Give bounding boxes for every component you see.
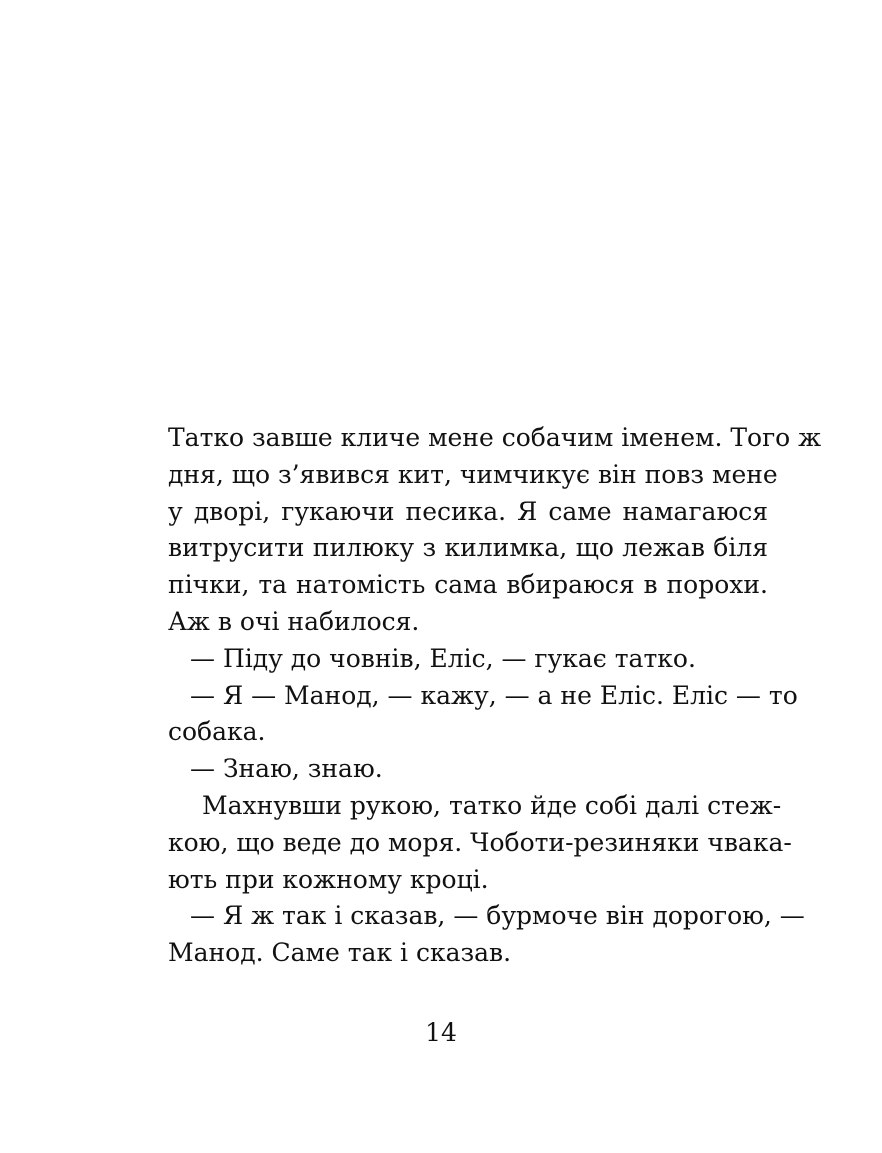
text-line: — Я ж так і сказав, — бурмоче він дорогою, —	[190, 901, 805, 931]
text-line: Аж в очі набилося.	[168, 606, 420, 636]
text-line: кою, що веде до моря. Чоботи-резиняки чвака-	[168, 827, 792, 857]
text-line: Махнувши рукою, татко йде собі далі стеж-	[202, 790, 782, 820]
text-line: — Піду до човнів, Еліс, — гукає татко.	[190, 643, 696, 673]
text-line: ють при кожному кроці.	[168, 864, 489, 894]
page-number: 14	[425, 1018, 457, 1047]
text-line: у дворі, гукаючи песика. Я саме намагаюся	[168, 496, 768, 526]
text-line: Татко завше кличе мене собачим іменем. Того ж	[168, 423, 822, 452]
text-line: Манод. Саме так і сказав.	[168, 938, 512, 968]
text-line: — Знаю, знаю.	[190, 754, 383, 784]
text-line: дня, що з’явився кит, чимчикує він повз мене	[168, 459, 778, 489]
text-line: собака.	[168, 717, 266, 747]
text-line: витрусити пилюку з килимка, що лежав біля	[168, 533, 768, 563]
body-text	[168, 420, 822, 972]
text-line: — Я — Манод, — кажу, — а не Еліс. Еліс — то	[190, 680, 798, 710]
text-line: пічки, та натомість сама вбираюся в порохи.	[168, 570, 768, 600]
